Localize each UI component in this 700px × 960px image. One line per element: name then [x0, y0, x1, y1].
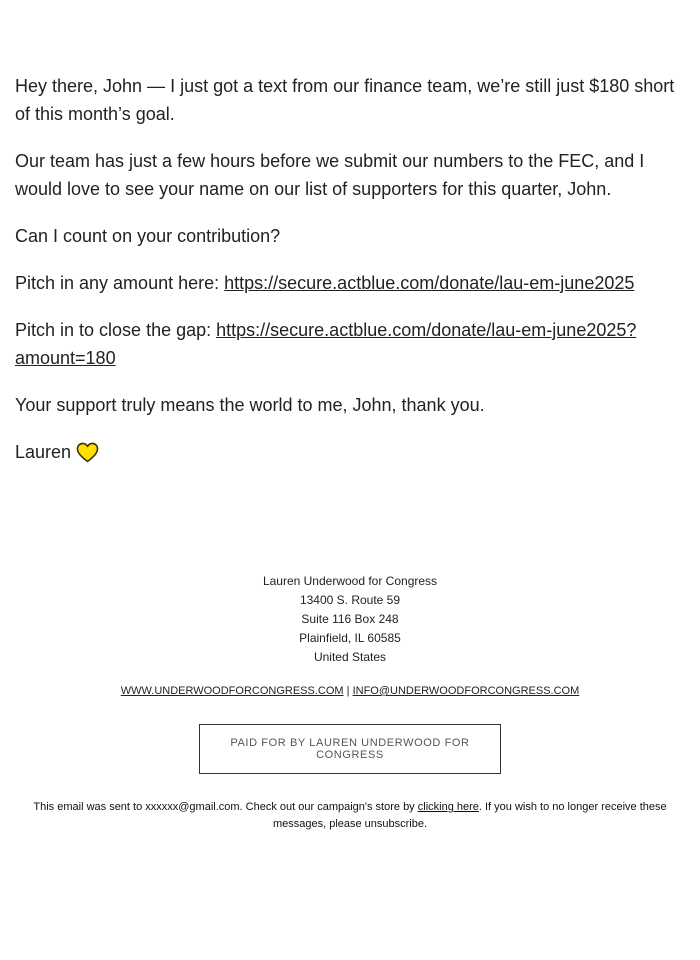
- donate-any-amount-link[interactable]: https://secure.actblue.com/donate/lau-em-june2025: [224, 273, 635, 293]
- paid-for-by-disclaimer: PAID FOR BY LAUREN UNDERWOOD FOR CONGRESS: [199, 724, 501, 774]
- pitch-any-label: Pitch in any amount here:: [15, 273, 225, 293]
- intro-paragraph: Hey there, John — I just got a text from our finance team, we’re still just $180 short of this month’s goal.: [15, 76, 675, 124]
- donate-close-gap-link[interactable]: https://secure.actblue.com/donate/lau-em-june2025?amount=180: [15, 320, 637, 368]
- org-name: Lauren Underwood for Congress: [262, 574, 438, 588]
- link-separator: |: [346, 685, 350, 697]
- pitch-any-paragraph: [15, 269, 685, 297]
- subscription-notice: [25, 799, 675, 833]
- notice-suffix: . If you wish to no longer receive these messages, please unsubscribe.: [272, 801, 667, 830]
- footer-links: [0, 684, 700, 698]
- store-link[interactable]: clicking here: [417, 801, 479, 813]
- country: United States: [313, 650, 387, 664]
- city-state-zip: Plainfield, IL 60585: [299, 631, 401, 645]
- contact-email-link[interactable]: INFO@UNDERWOODFORCONGRESS.COM: [352, 685, 580, 697]
- notice-prefix: This email was sent to xxxxxx@gmail.com. Check out our campaign's store by: [33, 801, 418, 813]
- signature: [15, 438, 685, 466]
- email-footer: [0, 572, 700, 833]
- address-line-2: Suite 116 Box 248: [301, 612, 399, 626]
- signature-name: Lauren: [15, 442, 72, 462]
- pitch-gap-paragraph: [15, 316, 685, 372]
- email-body: [15, 72, 685, 466]
- ask-paragraph: Can I count on your contribution?: [15, 226, 281, 246]
- fec-paragraph: Our team has just a few hours before we submit our numbers to the FEC, and I would love to see your name on our list of supporters for this quarter, John.: [15, 151, 645, 199]
- yellow-heart-icon: [76, 442, 99, 463]
- pitch-gap-label: Pitch in to close the gap:: [15, 320, 217, 340]
- closing-paragraph: Your support truly means the world to me, John, thank you.: [15, 395, 485, 415]
- address-line-1: 13400 S. Route 59: [299, 593, 401, 607]
- website-link[interactable]: WWW.UNDERWOODFORCONGRESS.COM: [120, 685, 344, 697]
